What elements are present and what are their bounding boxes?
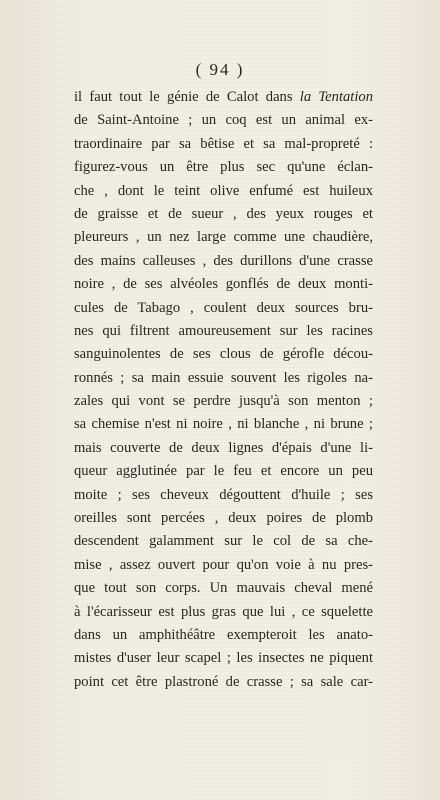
text-segment: ronnés ; sa main essuie souvent les rigoles na- [74,369,373,386]
text-line [74,484,373,507]
text-segment: mistes d'user leur scapel ; les insectes ne piquent [74,650,373,667]
text-segment: che , dont le teint olive enfumé est huileux [74,182,373,199]
text-line [74,367,373,390]
text-segment: oreilles sont percées , deux poires de plomb [74,510,373,527]
text-segment: des mains calleuses , des durillons d'une crasse [74,252,373,269]
italic-title: la Tentation [299,89,374,105]
text-line [74,133,373,156]
text-line [74,156,373,179]
text-segment: il faut tout le génie de Calot dans [74,89,300,105]
text-segment: sa chemise n'est ni noire , ni blanche , ni brune ; [74,416,373,433]
page-number: ( 94 ) [195,60,245,79]
text-line [74,180,373,203]
text-segment: nes qui filtrent amoureusement sur les racines [74,322,373,339]
text-segment: noire , de ses alvéoles gonflés de deux monti- [74,276,373,293]
text-line [74,507,373,530]
text-line [74,460,373,483]
text-segment: dans un amphithéâtre exempteroit les anato- [74,626,373,643]
text-segment: cules de Tabago , coulent deux sources bru- [74,299,373,316]
text-line [74,577,373,600]
text-segment: traordinaire par sa bêtise et sa mal-propreté : [74,135,373,152]
text-line [74,343,373,366]
text-line [74,297,373,320]
text-segment: que tout son corps. Un mauvais cheval mené [74,580,373,597]
text-segment: de graisse et de sueur , des yeux rouges et [74,205,373,222]
text-line [74,554,373,577]
text-line [74,601,373,624]
text-segment: figurez-vous un être plus sec qu'une éclan- [74,159,373,176]
text-segment: sanguinolentes de ses clous de gérofle décou- [74,346,373,363]
text-segment: de Saint-Antoine ; un coq est un animal ex- [74,112,373,129]
text-segment: queur agglutinée par le feu et encore un peu [74,463,373,480]
text-line [74,390,373,413]
text-segment: descendent galamment sur le col de sa che- [74,533,373,550]
text-segment: zales qui vont se perdre jusqu'à son menton ; [74,393,373,410]
text-line [74,624,373,647]
text-line [74,226,373,249]
text-segment: à l'écarisseur est plus gras que lui , ce squelette [74,603,373,620]
text-segment: pleureurs , un nez large comme une chaudière, [74,229,373,246]
text-segment: point cet être plastroné de crasse ; sa sale car- [74,673,373,690]
text-segment: mise , assez ouvert pour qu'on voie à nu pres- [74,556,373,573]
text-line [74,671,373,694]
text-line [74,437,373,460]
text-line [74,413,373,436]
text-line [74,273,373,296]
text-segment: mais couverte de deux lignes d'épais d'une li- [74,439,373,456]
text-line [74,250,373,273]
text-line [74,647,373,670]
body-text [74,86,373,694]
text-line [74,530,373,553]
text-line [74,109,373,132]
text-segment: moite ; ses cheveux dégouttent d'huile ; ses [74,486,373,503]
text-line [74,203,373,226]
text-line [74,320,373,343]
text-line [74,86,373,109]
